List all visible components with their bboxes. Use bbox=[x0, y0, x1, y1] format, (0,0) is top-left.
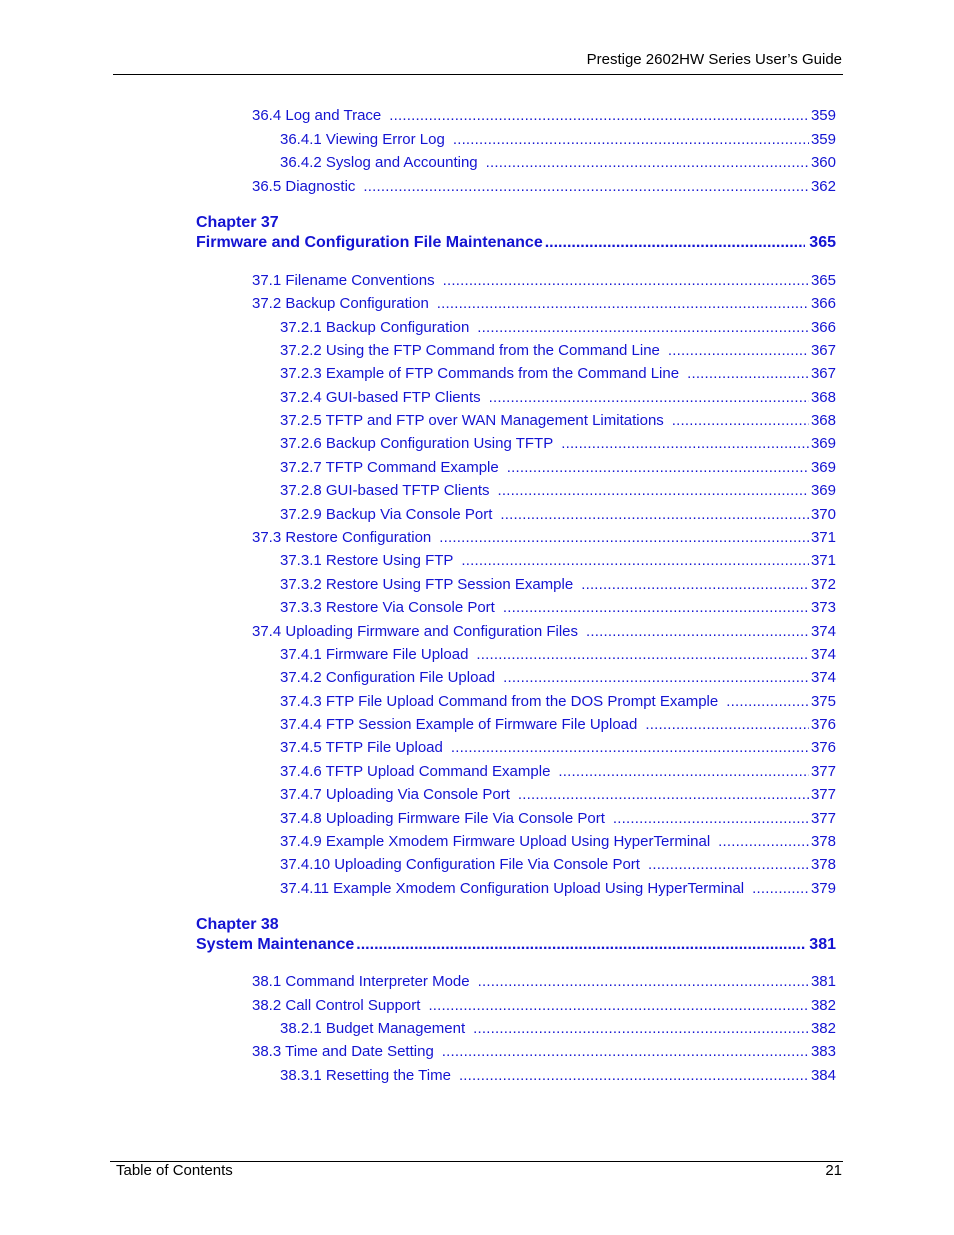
toc-entry-label: 37.4.9 Example Xmodem Firmware Upload Using HyperTerminal bbox=[280, 833, 711, 850]
toc-entry-label: 37.4.6 TFTP Upload Command Example bbox=[280, 763, 551, 780]
chapter-number[interactable]: Chapter 37 bbox=[196, 214, 279, 231]
toc-page-number: 377 bbox=[810, 763, 836, 780]
toc-entry[interactable] bbox=[280, 832, 836, 852]
dot-leader bbox=[442, 1042, 809, 1062]
chapter-title-entry[interactable] bbox=[196, 935, 836, 955]
toc-entry-label: 37.2.1 Backup Configuration bbox=[280, 319, 470, 336]
dot-leader bbox=[518, 785, 809, 805]
toc-page-number: 368 bbox=[810, 389, 836, 406]
toc-entry-label: 37.4 Uploading Firmware and Configuration Files bbox=[252, 623, 579, 640]
toc-entry-label: 37.2.8 GUI-based TFTP Clients bbox=[280, 482, 490, 499]
toc-entry[interactable] bbox=[280, 130, 836, 150]
toc-page-number: 383 bbox=[810, 1043, 836, 1060]
dot-leader bbox=[363, 177, 809, 197]
dot-leader bbox=[645, 715, 809, 735]
toc-page-number: 366 bbox=[810, 319, 836, 336]
dot-leader bbox=[443, 271, 809, 291]
toc-page-number: 362 bbox=[810, 178, 836, 195]
dot-leader bbox=[439, 528, 809, 548]
page-header-title: Prestige 2602HW Series User’s Guide bbox=[586, 51, 842, 68]
toc-page-number: 366 bbox=[810, 295, 836, 312]
toc-entry-label: 36.4.1 Viewing Error Log bbox=[280, 131, 445, 148]
toc-page-number: 367 bbox=[810, 365, 836, 382]
dot-leader bbox=[507, 458, 809, 478]
toc-entry[interactable] bbox=[252, 271, 836, 291]
toc-entry[interactable] bbox=[252, 622, 836, 642]
toc-page-number: 382 bbox=[810, 997, 836, 1014]
dot-leader bbox=[437, 294, 809, 314]
toc-entry-label: 37.3.1 Restore Using FTP bbox=[280, 552, 454, 569]
toc-page-number: 381 bbox=[810, 973, 836, 990]
toc-page-number: 372 bbox=[810, 576, 836, 593]
toc-entry[interactable] bbox=[280, 668, 836, 688]
dot-leader bbox=[648, 855, 809, 875]
dot-leader bbox=[453, 130, 809, 150]
toc-entry-label: 37.2.2 Using the FTP Command from the Command Line bbox=[280, 342, 660, 359]
dot-leader bbox=[356, 935, 805, 955]
dot-leader bbox=[726, 692, 809, 712]
toc-page-number: 370 bbox=[810, 506, 836, 523]
toc-entry-label: 37.2.9 Backup Via Console Port bbox=[280, 506, 493, 523]
toc-entry-label: 37.3.3 Restore Via Console Port bbox=[280, 599, 495, 616]
toc-page-number: 378 bbox=[810, 856, 836, 873]
chapter-number[interactable]: Chapter 38 bbox=[196, 916, 279, 933]
toc-page-number: 367 bbox=[810, 342, 836, 359]
toc-page-number: 360 bbox=[810, 154, 836, 171]
dot-leader bbox=[503, 668, 809, 688]
toc-entry[interactable] bbox=[280, 645, 836, 665]
toc-entry-label: 37.4.1 Firmware File Upload bbox=[280, 646, 469, 663]
toc-page-number: 375 bbox=[810, 693, 836, 710]
footer-section-label: Table of Contents bbox=[116, 1162, 233, 1179]
dot-leader bbox=[478, 972, 809, 992]
toc-entry[interactable] bbox=[280, 505, 836, 525]
toc-page-number: 376 bbox=[810, 716, 836, 733]
chapter-page-number: 381 bbox=[809, 936, 836, 953]
toc-entry[interactable] bbox=[252, 972, 836, 992]
dot-leader bbox=[586, 622, 809, 642]
toc-page-number: 371 bbox=[810, 529, 836, 546]
toc-entry-label: 38.2 Call Control Support bbox=[252, 997, 421, 1014]
toc-page-number: 373 bbox=[810, 599, 836, 616]
chapter-title-entry[interactable] bbox=[196, 233, 836, 253]
toc-entry-label: 37.4.10 Uploading Configuration File Via Console Port bbox=[280, 856, 640, 873]
toc-page-number: 376 bbox=[810, 739, 836, 756]
toc-page-number: 377 bbox=[810, 786, 836, 803]
toc-entry-label: 37.4.4 FTP Session Example of Firmware File Upload bbox=[280, 716, 638, 733]
toc-page-number: 369 bbox=[810, 482, 836, 499]
toc-entry[interactable] bbox=[280, 364, 836, 384]
toc-page-number: 377 bbox=[810, 810, 836, 827]
toc-entry-label: 37.4.3 FTP File Upload Command from the DOS Prompt Example bbox=[280, 693, 719, 710]
toc-entry[interactable] bbox=[280, 388, 836, 408]
dot-leader bbox=[428, 996, 809, 1016]
toc-page-number: 374 bbox=[810, 623, 836, 640]
toc-entry-label: 37.2.7 TFTP Command Example bbox=[280, 459, 499, 476]
toc-entry[interactable] bbox=[280, 762, 836, 782]
toc-entry-label: 38.3 Time and Date Setting bbox=[252, 1043, 434, 1060]
toc-entry[interactable] bbox=[280, 341, 836, 361]
dot-leader bbox=[486, 153, 809, 173]
toc-entry[interactable] bbox=[280, 434, 836, 454]
toc-entry-label: 37.1 Filename Conventions bbox=[252, 272, 435, 289]
toc-page-number: 368 bbox=[810, 412, 836, 429]
toc-entry[interactable] bbox=[252, 996, 836, 1016]
toc-page-number: 359 bbox=[810, 131, 836, 148]
toc-entry[interactable] bbox=[280, 318, 836, 338]
dot-leader bbox=[476, 645, 809, 665]
toc-page-number: 365 bbox=[810, 272, 836, 289]
toc-page-number: 369 bbox=[810, 435, 836, 452]
header-rule bbox=[113, 74, 843, 75]
toc-entry[interactable] bbox=[252, 528, 836, 548]
toc-entry-label: 37.2.3 Example of FTP Commands from the Command Line bbox=[280, 365, 680, 382]
toc-page-number: 371 bbox=[810, 552, 836, 569]
dot-leader bbox=[561, 434, 809, 454]
toc-entry-label: 37.2 Backup Configuration bbox=[252, 295, 429, 312]
toc-entry-label: 38.2.1 Budget Management bbox=[280, 1020, 466, 1037]
toc-entry-label: 37.2.5 TFTP and FTP over WAN Management Limitations bbox=[280, 412, 664, 429]
toc-entry-label: 37.2.6 Backup Configuration Using TFTP bbox=[280, 435, 554, 452]
chapter-title: System Maintenance bbox=[196, 936, 355, 953]
toc-entry[interactable] bbox=[280, 855, 836, 875]
toc-page-number: 384 bbox=[810, 1067, 836, 1084]
dot-leader bbox=[461, 551, 809, 571]
toc-entry[interactable] bbox=[280, 1066, 836, 1086]
toc-entry[interactable] bbox=[280, 153, 836, 173]
dot-leader bbox=[687, 364, 809, 384]
toc-entry[interactable] bbox=[280, 738, 836, 758]
dot-leader bbox=[545, 233, 806, 253]
dot-leader bbox=[473, 1019, 809, 1039]
toc-entry-label: 37.4.7 Uploading Via Console Port bbox=[280, 786, 510, 803]
toc-entry[interactable] bbox=[252, 177, 836, 197]
toc-entry[interactable] bbox=[252, 294, 836, 314]
dot-leader bbox=[451, 738, 809, 758]
toc-entry[interactable] bbox=[280, 551, 836, 571]
dot-leader bbox=[503, 598, 809, 618]
toc-entry-label: 37.4.11 Example Xmodem Configuration Upload Using HyperTerminal bbox=[280, 880, 745, 897]
toc-entry[interactable] bbox=[280, 715, 836, 735]
toc-page-number: 378 bbox=[810, 833, 836, 850]
toc-page-number: 374 bbox=[810, 669, 836, 686]
toc-entry[interactable] bbox=[280, 411, 836, 431]
chapter-page-number: 365 bbox=[809, 234, 836, 251]
toc-page-number: 382 bbox=[810, 1020, 836, 1037]
toc-entry-label: 37.4.5 TFTP File Upload bbox=[280, 739, 443, 756]
toc-entry-label: 37.4.2 Configuration File Upload bbox=[280, 669, 496, 686]
toc-entry[interactable] bbox=[280, 598, 836, 618]
toc-entry[interactable] bbox=[280, 809, 836, 829]
dot-leader bbox=[477, 318, 809, 338]
toc-entry-label: 37.3 Restore Configuration bbox=[252, 529, 432, 546]
toc-entry[interactable] bbox=[252, 106, 836, 126]
toc-entry-label: 36.5 Diagnostic bbox=[252, 178, 356, 195]
dot-leader bbox=[498, 481, 809, 501]
toc-entry[interactable] bbox=[252, 1042, 836, 1062]
toc-entry-label: 36.4 Log and Trace bbox=[252, 107, 382, 124]
toc-entry-label: 37.4.8 Uploading Firmware File Via Console Port bbox=[280, 810, 605, 827]
dot-leader bbox=[752, 879, 809, 899]
dot-leader bbox=[459, 1066, 809, 1086]
toc-entry-label: 37.2.4 GUI-based FTP Clients bbox=[280, 389, 481, 406]
dot-leader bbox=[613, 809, 809, 829]
toc-entry-label: 37.3.2 Restore Using FTP Session Example bbox=[280, 576, 574, 593]
toc-entry-label: 38.3.1 Resetting the Time bbox=[280, 1067, 451, 1084]
dot-leader bbox=[581, 575, 809, 595]
dot-leader bbox=[672, 411, 809, 431]
dot-leader bbox=[489, 388, 809, 408]
dot-leader bbox=[500, 505, 809, 525]
toc-entry-label: 36.4.2 Syslog and Accounting bbox=[280, 154, 478, 171]
toc-entry[interactable] bbox=[280, 458, 836, 478]
toc-page-number: 359 bbox=[810, 107, 836, 124]
chapter-title: Firmware and Configuration File Maintenance bbox=[196, 234, 543, 251]
toc-entry[interactable] bbox=[280, 692, 836, 712]
toc-entry-label: 38.1 Command Interpreter Mode bbox=[252, 973, 470, 990]
dot-leader bbox=[558, 762, 809, 782]
toc-page-number: 374 bbox=[810, 646, 836, 663]
toc-entry[interactable] bbox=[280, 481, 836, 501]
toc-entry[interactable] bbox=[280, 1019, 836, 1039]
footer-page-number: 21 bbox=[825, 1162, 842, 1179]
toc-page-number: 369 bbox=[810, 459, 836, 476]
toc-entry[interactable] bbox=[280, 575, 836, 595]
dot-leader bbox=[668, 341, 809, 361]
toc-entry[interactable] bbox=[280, 879, 836, 899]
dot-leader bbox=[389, 106, 809, 126]
toc-entry[interactable] bbox=[280, 785, 836, 805]
dot-leader bbox=[718, 832, 809, 852]
toc-page-number: 379 bbox=[810, 880, 836, 897]
